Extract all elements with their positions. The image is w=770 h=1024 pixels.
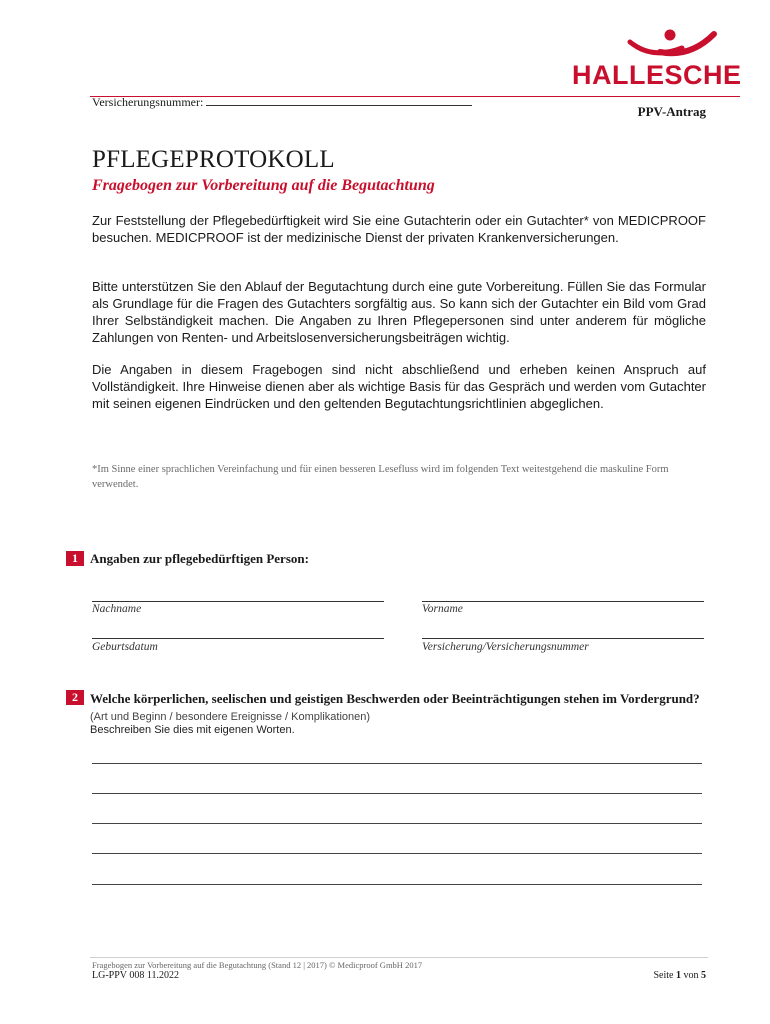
section-number-badge: 1	[66, 551, 84, 566]
intro-paragraph-1: Zur Feststellung der Pflegebedürftigkeit wird Sie eine Gutachterin oder ein Gutachter* von MEDICPROOF besuchen. MEDICPROOF ist der medizinische Dienst der privaten Krankenversicherungen.	[92, 213, 706, 245]
geburtsdatum-label: Geburtsdatum	[92, 641, 158, 653]
vorname-input-line[interactable]	[422, 601, 704, 602]
question-instruction: Beschreiben Sie dies mit eigenen Worten.	[90, 724, 295, 736]
versicherungsnummer-field[interactable]	[92, 95, 472, 110]
page-current: 1	[676, 970, 681, 981]
footer-rule	[90, 957, 708, 958]
section-number-badge: 2	[66, 690, 84, 705]
question-hint: (Art und Beginn / besondere Ereignisse / Komplikationen)	[90, 711, 371, 723]
answer-line[interactable]	[92, 763, 702, 764]
form-type: PPV-Antrag	[637, 104, 706, 119]
section-question	[90, 690, 710, 726]
footer-source: Fragebogen zur Vorbereitung auf die Begutachtung (Stand 12 | 2017) © Medicproof GmbH 2017	[92, 960, 423, 970]
page-sep: von	[683, 970, 699, 981]
page-subtitle: Fragebogen zur Vorbereitung auf die Begutachtung	[92, 177, 435, 194]
answer-line[interactable]	[92, 884, 702, 885]
logo-mark-icon	[572, 28, 744, 62]
page-title: PFLEGEPROTOKOLL	[92, 146, 335, 173]
answer-line[interactable]	[92, 793, 702, 794]
page-prefix: Seite	[653, 970, 674, 981]
versicherungsnummer-label: Versicherungsnummer:	[92, 95, 204, 109]
answer-line[interactable]	[92, 823, 702, 824]
versicherungsnummer-line[interactable]	[206, 95, 472, 106]
vorname-label: Vorname	[422, 603, 463, 615]
hallesche-logo	[572, 28, 744, 90]
intro-paragraph-3: Die Angaben in diesem Fragebogen sind nicht abschließend und erheben keinen Anspruch auf Vollständigkeit. Ihre Hinweise dienen aber als wichtige Basis für das Gespräch und werden vom Gutachter mit seinen eigenen Eindrücken und den geltenden Begutachtungsrichtlinien abgeglichen.	[92, 362, 706, 411]
versicherung-label: Versicherung/Versicherungsnummer	[422, 641, 589, 653]
logo-wordmark: HALLESCHE	[572, 60, 742, 90]
form-code: LG-PPV 008 11.2022	[92, 970, 179, 981]
nachname-label: Nachname	[92, 603, 142, 615]
geburtsdatum-input-line[interactable]	[92, 638, 384, 639]
answer-line[interactable]	[92, 853, 702, 854]
section-title: Angaben zur pflegebedürftigen Person:	[90, 551, 309, 566]
footnote: *Im Sinne einer sprachlichen Vereinfachung und für einen besseren Lesefluss wird im folgenden Text weitestgehend die maskuline Form verwendet.	[92, 464, 669, 490]
page-total: 5	[701, 970, 706, 981]
intro-paragraph-2: Bitte unterstützen Sie den Ablauf der Begutachtung durch eine gute Vorbereitung. Füllen Sie das Formular als Grundlage für die Fragen des Gutachters sorgfältig aus. So kann sich der Gutachter ein Bild vom Grad Ihrer Selbständigkeit machen. Die Angaben zu Ihren Pflegepersonen sind unter anderem für mögliche Zahlungen von Renten- und Arbeitslosenversicherungsbeiträgen wichtig.	[92, 279, 706, 345]
page-number	[654, 970, 707, 981]
versicherung-input-line[interactable]	[422, 638, 704, 639]
nachname-input-line[interactable]	[92, 601, 384, 602]
question-text: Welche körperlichen, seelischen und geistigen Beschwerden oder Beeinträchtigungen stehen im Vordergrund?	[90, 691, 700, 706]
section-2-heading	[66, 690, 716, 750]
